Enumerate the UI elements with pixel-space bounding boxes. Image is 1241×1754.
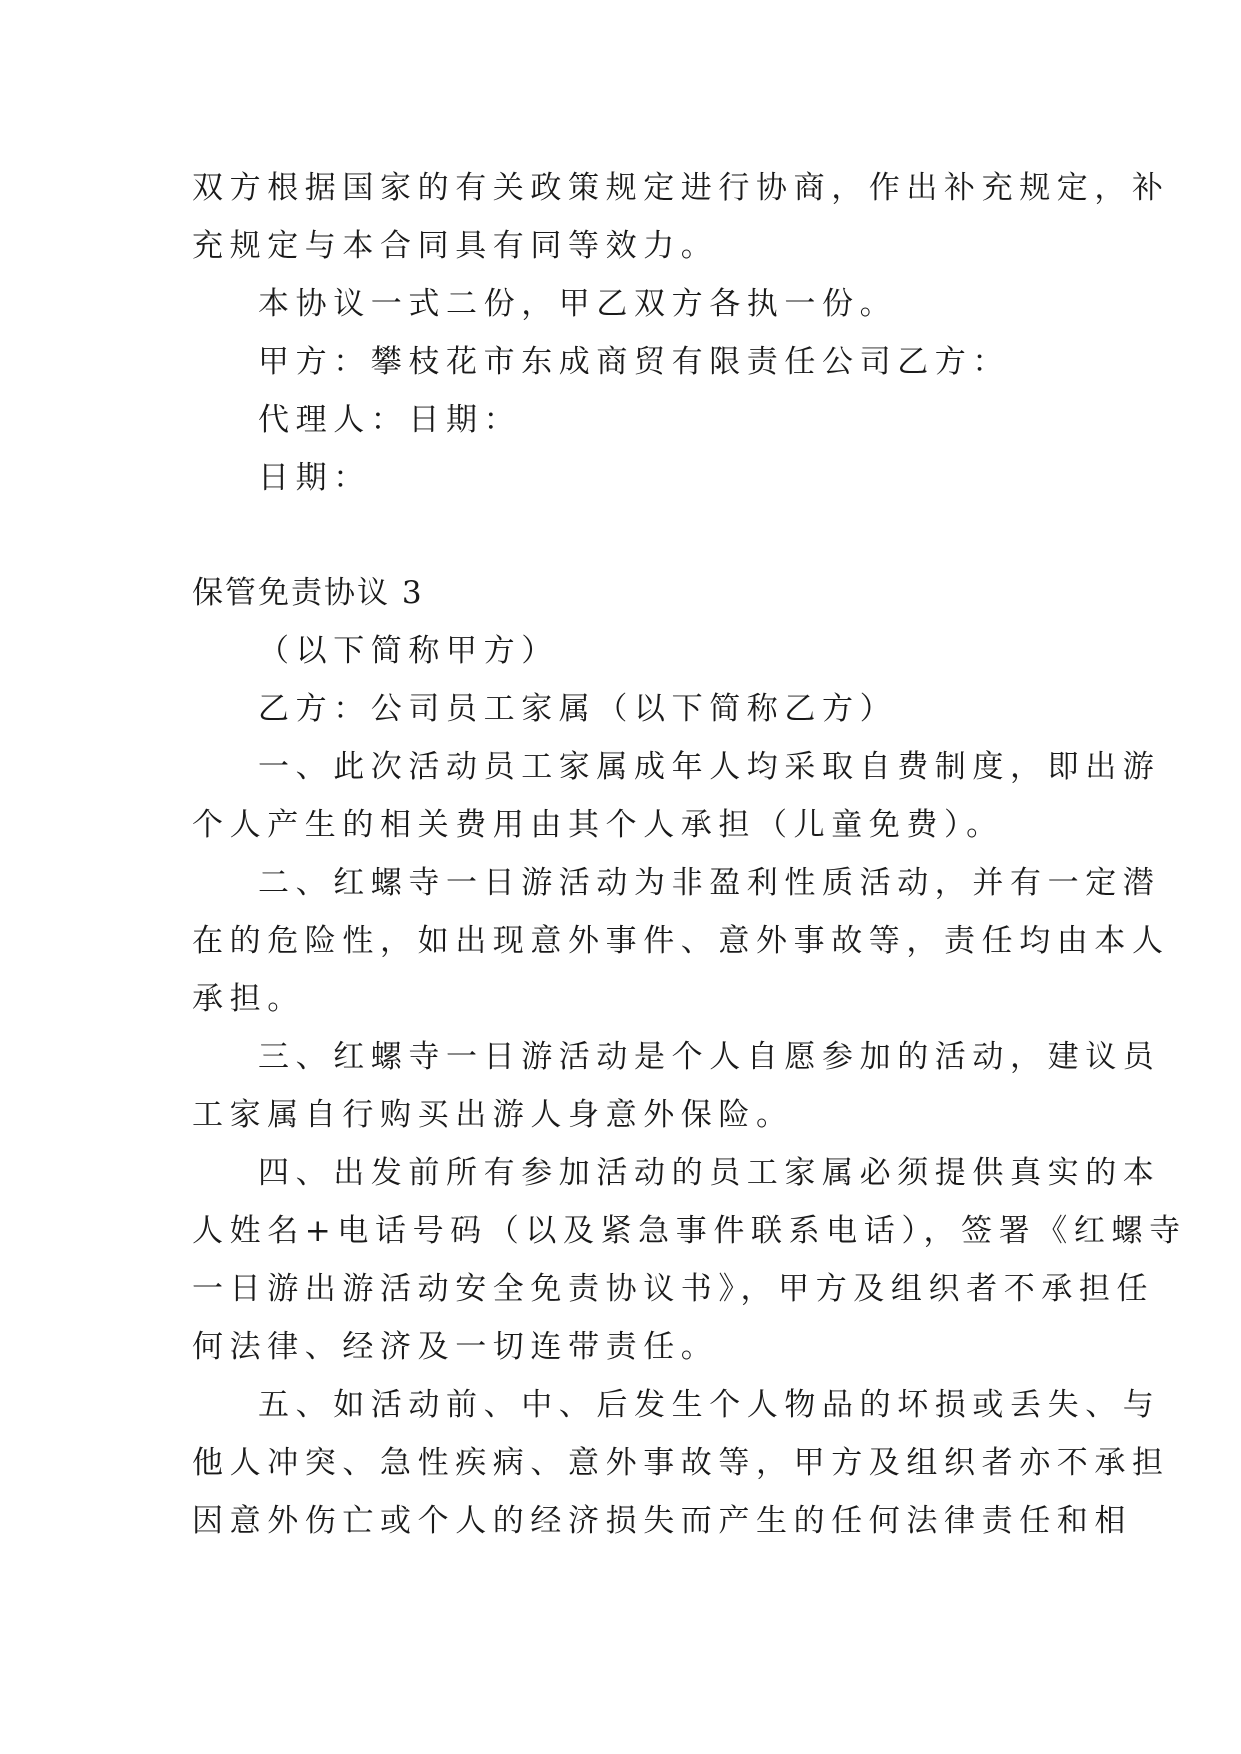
- clause-5-line: 因意外伤亡或个人的经济损失而产生的任何法律责任和相: [192, 1503, 1132, 1539]
- section-title: 保管免责协议 3: [192, 575, 424, 611]
- party-b-line: 乙方：公司员工家属（以下简称乙方）: [258, 691, 898, 727]
- clause-5-line: 他人冲突、急性疾病、意外事故等，甲方及组织者亦不承担: [192, 1445, 1170, 1481]
- clause-1-line: 个人产生的相关费用由其个人承担（儿童免费）。: [192, 807, 1004, 843]
- clause-3-line: 三、红螺寺一日游活动是个人自愿参加的活动，建议员: [258, 1039, 1161, 1075]
- body-text-line: （以下简称甲方）: [258, 633, 559, 669]
- party-a-line: 甲方：攀枝花市东成商贸有限责任公司乙方：: [258, 344, 1010, 380]
- date-line: 日期：: [258, 460, 371, 496]
- body-text-line: 本协议一式二份，甲乙双方各执一份。: [258, 286, 898, 322]
- clause-3-line: 工家属自行购买出游人身意外保险。: [192, 1097, 794, 1133]
- clause-2-line: 在的危险性，如出现意外事件、意外事故等，责任均由本人: [192, 923, 1170, 959]
- clause-4-line: 四、出发前所有参加活动的员工家属必须提供真实的本: [258, 1155, 1161, 1191]
- clause-5-line: 五、如活动前、中、后发生个人物品的坏损或丢失、与: [258, 1387, 1161, 1423]
- clause-1-line: 一、此次活动员工家属成年人均采取自费制度，即出游: [258, 749, 1161, 785]
- clause-4-line: 一日游出游活动安全免责协议书》，甲方及组织者不承担任: [192, 1271, 1155, 1307]
- body-text-line: 充规定与本合同具有同等效力。: [192, 228, 719, 264]
- body-text-line: 双方根据国家的有关政策规定进行协商，作出补充规定，补: [192, 170, 1170, 206]
- agent-date-line: 代理人：日期：: [258, 402, 522, 438]
- clause-2-line: 承担。: [192, 981, 305, 1017]
- clause-2-line: 二、红螺寺一日游活动为非盈利性质活动，并有一定潜: [258, 865, 1161, 901]
- clause-4-line: 人姓名+电话号码（以及紧急事件联系电话），签署《红螺寺: [192, 1213, 1187, 1249]
- clause-4-line: 何法律、经济及一切连带责任。: [192, 1329, 719, 1365]
